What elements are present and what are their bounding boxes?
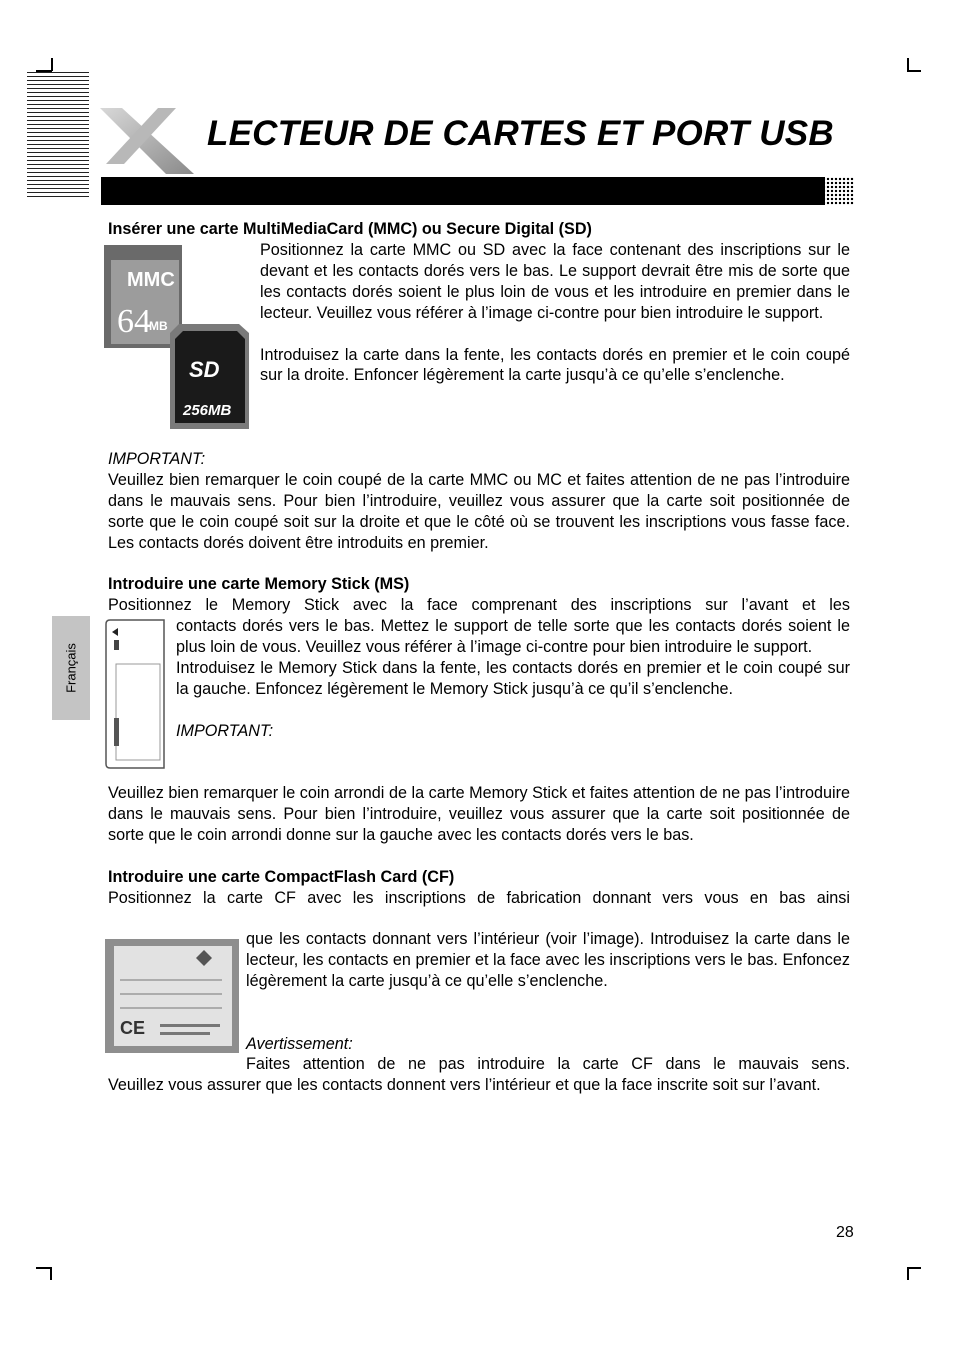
title-bar bbox=[101, 177, 825, 205]
mmc-capacity-unit: MB bbox=[149, 319, 168, 333]
crop-mark-bottom-right bbox=[907, 1267, 921, 1269]
ms-important-text: Veuillez bien remarquer le coin arrondi de la carte Memory Stick et faites attention de ne pas l’introduire dans le mauvais sens. Pour bien l’introduire, veuillez vous assurer que la carte soit positionnée de sorte que le coin arrondi donne sur la gauche avec les contacts dorés vers le bas. bbox=[108, 784, 850, 844]
mmc-important-label: IMPORTANT: bbox=[108, 450, 206, 468]
crop-mark-bottom-right-v bbox=[907, 1267, 909, 1280]
memory-stick-image bbox=[104, 618, 166, 770]
ms-important-label: IMPORTANT: bbox=[176, 721, 274, 740]
ms-paragraph-2: Introduisez le Memory Stick dans la fente, les contacts dorés en premier et le coin coupé sur la gauche. Enfoncez légèrement le Memory Stick jusqu’à ce qu’il s’enclenche. bbox=[176, 658, 850, 698]
page-number: 28 bbox=[836, 1224, 854, 1241]
page-title: LECTEUR DE CARTES ET PORT USB bbox=[207, 114, 834, 153]
compactflash-card-image bbox=[104, 938, 240, 1054]
sd-capacity: 256MB bbox=[183, 402, 232, 419]
header-stripes bbox=[27, 72, 89, 198]
mmc-paragraph-2: Introduisez la carte dans la fente, les contacts dorés en premier et le coin coupé sur la droite. Enfoncer légèrement la carte jusqu’à ce qu’elle s’enclenche. bbox=[260, 345, 850, 385]
crop-mark-bottom-left-v bbox=[50, 1267, 52, 1280]
brand-logo bbox=[96, 104, 196, 176]
language-tab bbox=[52, 616, 90, 720]
heading-memory-stick: Introduire une carte Memory Stick (MS) bbox=[108, 575, 410, 594]
cf-warning-first-line: Faites attention de ne pas introduire la carte CF dans le mauvais sens. bbox=[246, 1055, 850, 1074]
title-bar-halftone bbox=[818, 177, 854, 205]
heading-compactflash: Introduire une carte CompactFlash Card (CF) bbox=[108, 867, 455, 886]
cf-paragraph-1: que les contacts donnant vers l’intérieur (voir l’image). Introduisez la carte dans le lecteur, les contacts en premier et la face avec les inscriptions vers le bas. Enfoncez légèrement la carte jusqu’à ce qu’elle s’enclenche. bbox=[246, 930, 850, 990]
language-tab-label: Français bbox=[63, 643, 79, 693]
mmc-important-text: Veuillez bien remarquer le coin coupé de la carte MMC ou MC et faites attention de ne pas l’introduire dans le mauvais sens. Pour bien l’introduire, veuillez vous assurer que la carte soit positionnée de sorte que le coin coupé soit sur la droite et que le côté où se trouvent les inscriptions vous fasse face. Les contacts dorés doivent être introduits en premier. bbox=[108, 470, 850, 552]
mmc-paragraph-1: Positionnez la carte MMC ou SD avec la face contenant des inscriptions sur le devant et les contacts dorés vers le bas. Le support devrait être mis de sorte que les contacts dorés soient le plus loin de vous et les introduire en premier dans le lecteur. Veuillez vous référer à l’image ci-contre pour bien introduire le support. bbox=[260, 241, 850, 322]
cf-warning-text: Veuillez vous assurer que les contacts donnent vers l’intérieur et que la face inscrite soit sur l’avant. bbox=[108, 1076, 821, 1094]
heading-mmc-sd: Insérer une carte MultiMediaCard (MMC) ou Secure Digital (SD) bbox=[108, 220, 592, 238]
ms-first-line: Positionnez le Memory Stick avec la face comprenant des inscriptions sur l’avant et les bbox=[108, 596, 850, 615]
mmc-capacity: 64 bbox=[117, 303, 151, 340]
cf-ce-mark: CE bbox=[120, 1018, 146, 1038]
crop-mark-bottom-left bbox=[36, 1267, 51, 1269]
ms-paragraph-1: contacts dorés vers le bas. Mettez le support de telle sorte que les contacts dorés soient le plus loin de vous. Veuillez vous référer à l’image ci-contre pour bien introduire le support. bbox=[176, 617, 850, 656]
sd-card-image bbox=[169, 323, 251, 431]
cf-first-line: Positionnez la carte CF avec les inscriptions de fabrication donnant vers vous en bas ainsi bbox=[108, 888, 850, 907]
crop-mark-top-right-h bbox=[907, 70, 921, 72]
mmc-brand: MMC bbox=[127, 269, 175, 291]
brand-logo-letter: X bbox=[96, 104, 97, 105]
sd-brand: SD bbox=[189, 357, 220, 382]
cf-warning-label: Avertissement: bbox=[246, 1034, 353, 1053]
crop-mark-top-left-v bbox=[51, 58, 53, 71]
